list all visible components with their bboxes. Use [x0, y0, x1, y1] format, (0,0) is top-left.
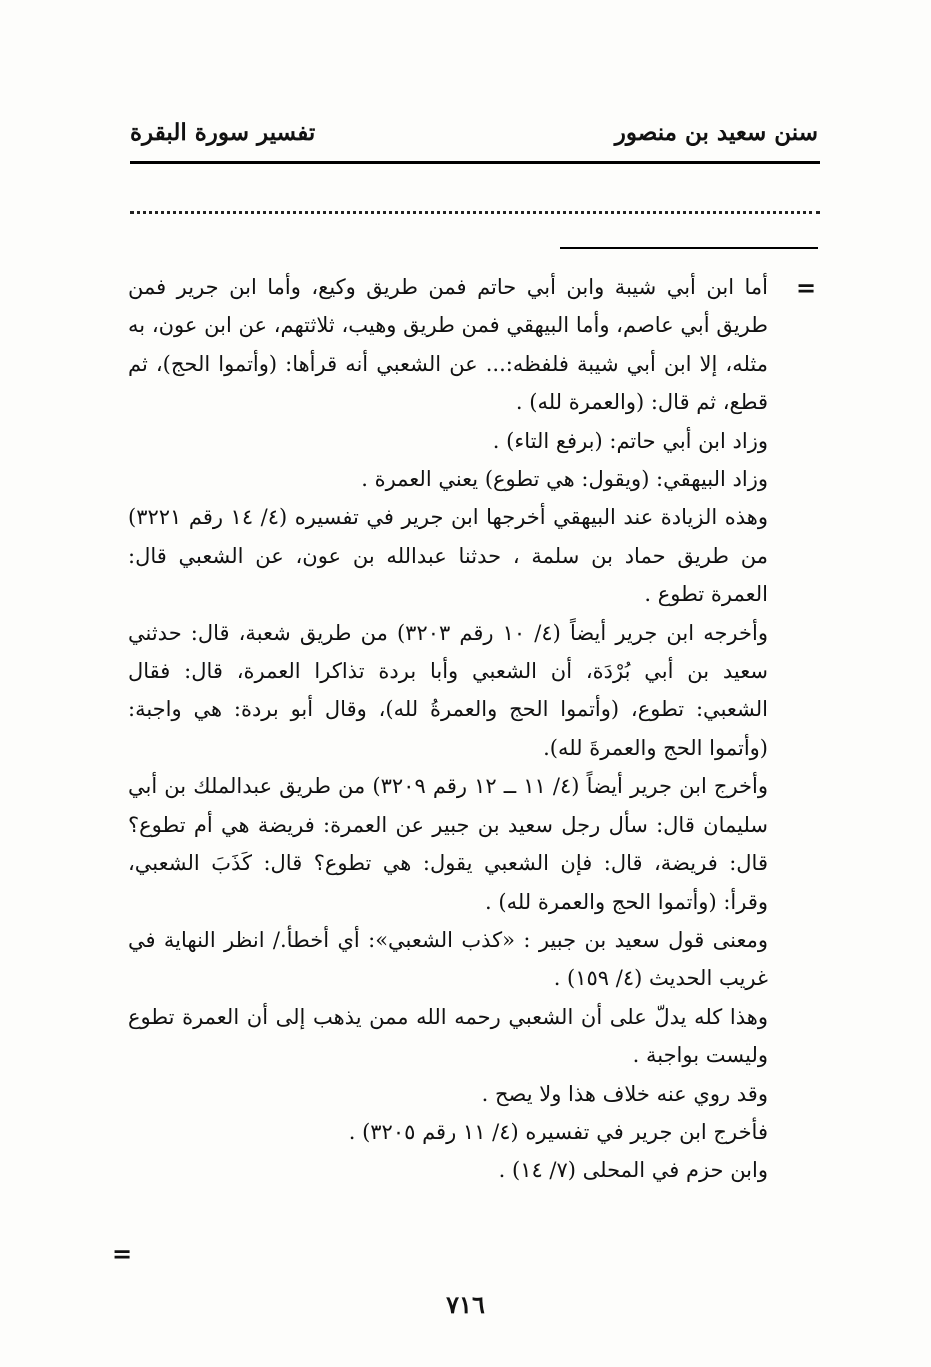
paragraph-10: فأخرج ابن جرير في تفسيره (٤/ ١١ رقم ٣٢٠٥) . [348, 1119, 768, 1144]
header-rule [130, 161, 820, 164]
book-title: سنن سعيد بن منصور [614, 118, 818, 146]
paragraph-5: وأخرجه ابن جرير أيضاً (٤/ ١٠ رقم ٣٢٠٣) من طريق شعبة، قال: حدثني سعيد بن أبي بُرْدَة، أن الشعبي وأبا بردة تذاكرا العمرة، قال: فقال الشعبي: تطوع، (وأتموا الحج والعمرةُ لله)، وقال أبو بردة: هي واجبة: (وأتموا الحج والعمرةَ لله). [128, 620, 768, 760]
continuation-mark-bottom: = [112, 1239, 133, 1268]
paragraph-4: وهذه الزيادة عند البيهقي أخرجها ابن جرير في تفسيره (٤/ ١٤ رقم ٣٢٢١) من طريق حماد بن سلمة ، حدثنا عبدالله بن عون، عن الشعبي قال: العمرة تطوع . [128, 505, 768, 607]
paragraph-7: ومعنى قول سعيد بن جبير : «كذب الشعبي»: أي أخطأ./ انظر النهاية في غريب الحديث (٤/ ١٥٩) . [128, 927, 768, 991]
section-title: تفسير سورة البقرة [130, 118, 316, 146]
page-number: ٧١٦ [446, 1290, 485, 1319]
paragraph-8: وهذا كله يدلّ على أن الشعبي رحمه الله ممن يذهب إلى أن العمرة تطوع وليست بواجبة . [128, 1004, 768, 1068]
paragraph-6: وأخرج ابن جرير أيضاً (٤/ ١١ ــ ١٢ رقم ٣٢٠٩) من طريق عبدالملك بن أبي سليمان قال: سأل رجل سعيد بن جبير عن العمرة: فريضة هي أم تطوع؟ قال: فريضة، قال: فإن الشعبي يقول: هي تطوع؟ قال: كَذَبَ الشعبي، وقرأ: (وأتموا الحج والعمرة لله) . [128, 774, 768, 914]
dotted-separator [130, 211, 820, 214]
footnote-rule [560, 247, 818, 249]
running-header [130, 112, 818, 152]
paragraph-9: وقد روي عنه خلاف هذا ولا يصح . [481, 1081, 768, 1106]
paragraph-11: وابن حزم في المحلى (٧/ ١٤) . [498, 1158, 768, 1183]
paragraph-3: وزاد البيهقي: (ويقول: هي تطوع) يعني العمرة . [361, 467, 768, 492]
footnote-body [128, 268, 768, 1190]
paragraph-2: وزاد ابن أبي حاتم: (برفع التاء) . [492, 428, 768, 453]
paragraph-1: أما ابن أبي شيبة وابن أبي حاتم فمن طريق وكيع، وأما ابن جرير فمن طريق أبي عاصم، وأما البيهقي فمن طريق وهيب، ثلاثتهم، عن ابن عون، به مثله، إلا ابن أبي شيبة فلفظه:... عن الشعبي أنه قرأها: (وأتموا الحج)، ثم قطع، ثم قال: (والعمرة لله) . [128, 275, 768, 415]
continuation-mark-top: = [796, 273, 817, 302]
